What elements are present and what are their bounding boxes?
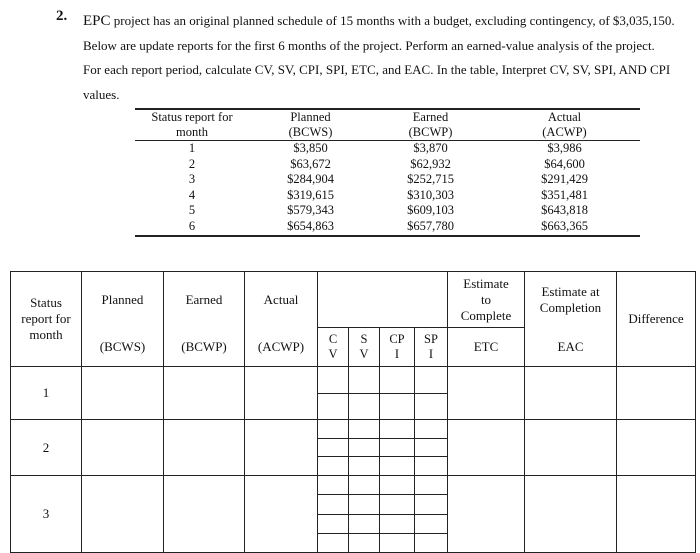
month-cell: 1 xyxy=(11,367,82,420)
planned-subheader: (BCWS) xyxy=(82,328,164,367)
table-row xyxy=(11,367,696,420)
table-row xyxy=(135,141,640,157)
table-row xyxy=(11,420,696,476)
answer-cell[interactable] xyxy=(448,420,525,476)
cell-month: 3 xyxy=(188,172,196,187)
cell-earned: $310,303 xyxy=(407,187,454,202)
answer-cell[interactable] xyxy=(415,476,448,553)
cell-actual: $291,429 xyxy=(541,172,588,187)
answer-cell[interactable] xyxy=(349,367,380,420)
answer-cell[interactable] xyxy=(525,476,617,553)
answer-cell[interactable] xyxy=(617,476,696,553)
answer-cell[interactable] xyxy=(617,420,696,476)
header-earned-sub: (BCWP) xyxy=(408,125,453,139)
answer-cell[interactable] xyxy=(448,367,525,420)
header-actual-sub: (ACWP) xyxy=(542,125,587,139)
table-row xyxy=(135,219,640,236)
cell-month: 2 xyxy=(188,156,196,171)
cell-actual: $351,481 xyxy=(541,187,588,202)
answer-cell[interactable] xyxy=(245,476,318,553)
answer-cell[interactable] xyxy=(164,476,245,553)
header-status: Status report for xyxy=(151,110,233,124)
eac-header: Estimate at Completion xyxy=(525,272,617,328)
answer-cell[interactable] xyxy=(318,367,349,420)
answer-cell[interactable] xyxy=(525,367,617,420)
cell-planned: $654,863 xyxy=(249,219,372,236)
answer-cell[interactable] xyxy=(245,420,318,476)
answer-cell[interactable] xyxy=(415,367,448,420)
cell-month: 4 xyxy=(188,187,196,202)
answer-cell[interactable] xyxy=(82,476,164,553)
answer-cell[interactable] xyxy=(318,476,349,553)
update-reports-table xyxy=(135,108,640,237)
status-report-header: Status report for month xyxy=(11,272,82,367)
table-row xyxy=(135,157,640,173)
answer-cell[interactable] xyxy=(525,420,617,476)
cell-month: 1 xyxy=(135,141,249,157)
cell-planned: $3,850 xyxy=(249,141,372,157)
earned-header: Earned xyxy=(164,272,245,328)
table-row xyxy=(135,203,640,219)
cell-earned: $3,870 xyxy=(372,141,489,157)
month-cell: 2 xyxy=(11,420,82,476)
table-row xyxy=(135,188,640,204)
cell-planned: $579,343 xyxy=(287,203,334,218)
cell-planned: $319,615 xyxy=(287,187,334,202)
actual-header: Actual xyxy=(245,272,318,328)
answer-cell[interactable] xyxy=(380,476,415,553)
answer-cell[interactable] xyxy=(349,420,380,476)
eac-subheader: EAC xyxy=(525,328,617,367)
header-status-sub: month xyxy=(176,125,208,139)
table-row xyxy=(11,476,696,553)
cell-planned: $63,672 xyxy=(290,156,331,171)
answer-cell[interactable] xyxy=(82,420,164,476)
header-earned: Earned xyxy=(412,110,449,124)
cell-actual: $64,600 xyxy=(544,156,585,171)
answer-cell[interactable] xyxy=(349,476,380,553)
table-row xyxy=(135,172,640,188)
month-cell: 3 xyxy=(11,476,82,553)
answer-table xyxy=(10,271,696,553)
cell-earned: $62,932 xyxy=(410,156,451,171)
difference-header: Difference xyxy=(617,272,696,367)
etc-subheader: ETC xyxy=(448,328,525,367)
question-number: 2. xyxy=(56,8,68,24)
etc-header: Estimate to Complete xyxy=(448,272,525,328)
cpi-header: CP I xyxy=(380,328,415,367)
answer-cell[interactable] xyxy=(415,420,448,476)
cell-earned: $252,715 xyxy=(407,172,454,187)
cell-month: 5 xyxy=(188,203,196,218)
cell-earned: $609,103 xyxy=(407,203,454,218)
cell-planned: $284,904 xyxy=(287,172,334,187)
cell-month: 6 xyxy=(135,219,249,236)
question-body: project has an original planned schedule of 15 months with a budget, excluding contingency, of $3,035,150. Below are update reports for the first 6 months of the project. Perform an earned-value analysis of the project. For each report period, calculate CV, SV, CPI, SPI, ETC, and EAC. In the table, Interpret CV, SV, SPI, AND CPI values. xyxy=(83,13,675,102)
actual-subheader: (ACWP) xyxy=(245,328,318,367)
answer-cell[interactable] xyxy=(82,367,164,420)
answer-cell[interactable] xyxy=(380,420,415,476)
answer-cell[interactable] xyxy=(164,367,245,420)
answer-cell[interactable] xyxy=(448,476,525,553)
indices-header-blank xyxy=(318,272,448,328)
earned-subheader: (BCWP) xyxy=(164,328,245,367)
cell-earned: $657,780 xyxy=(372,219,489,236)
sv-header: S V xyxy=(349,328,380,367)
answer-cell[interactable] xyxy=(617,367,696,420)
cell-actual: $643,818 xyxy=(541,203,588,218)
answer-cell[interactable] xyxy=(318,420,349,476)
answer-cell[interactable] xyxy=(245,367,318,420)
question-text xyxy=(83,9,675,107)
planned-header: Planned xyxy=(82,272,164,328)
answer-cell[interactable] xyxy=(164,420,245,476)
answer-cell[interactable] xyxy=(380,367,415,420)
question-lead: EPC xyxy=(83,13,111,29)
header-planned: Planned xyxy=(290,110,331,124)
spi-header: SP I xyxy=(415,328,448,367)
header-actual: Actual xyxy=(547,110,582,124)
header-planned-sub: (BCWS) xyxy=(288,125,333,139)
cell-actual: $3,986 xyxy=(489,141,640,157)
cell-actual: $663,365 xyxy=(489,219,640,236)
cv-header: C V xyxy=(318,328,349,367)
